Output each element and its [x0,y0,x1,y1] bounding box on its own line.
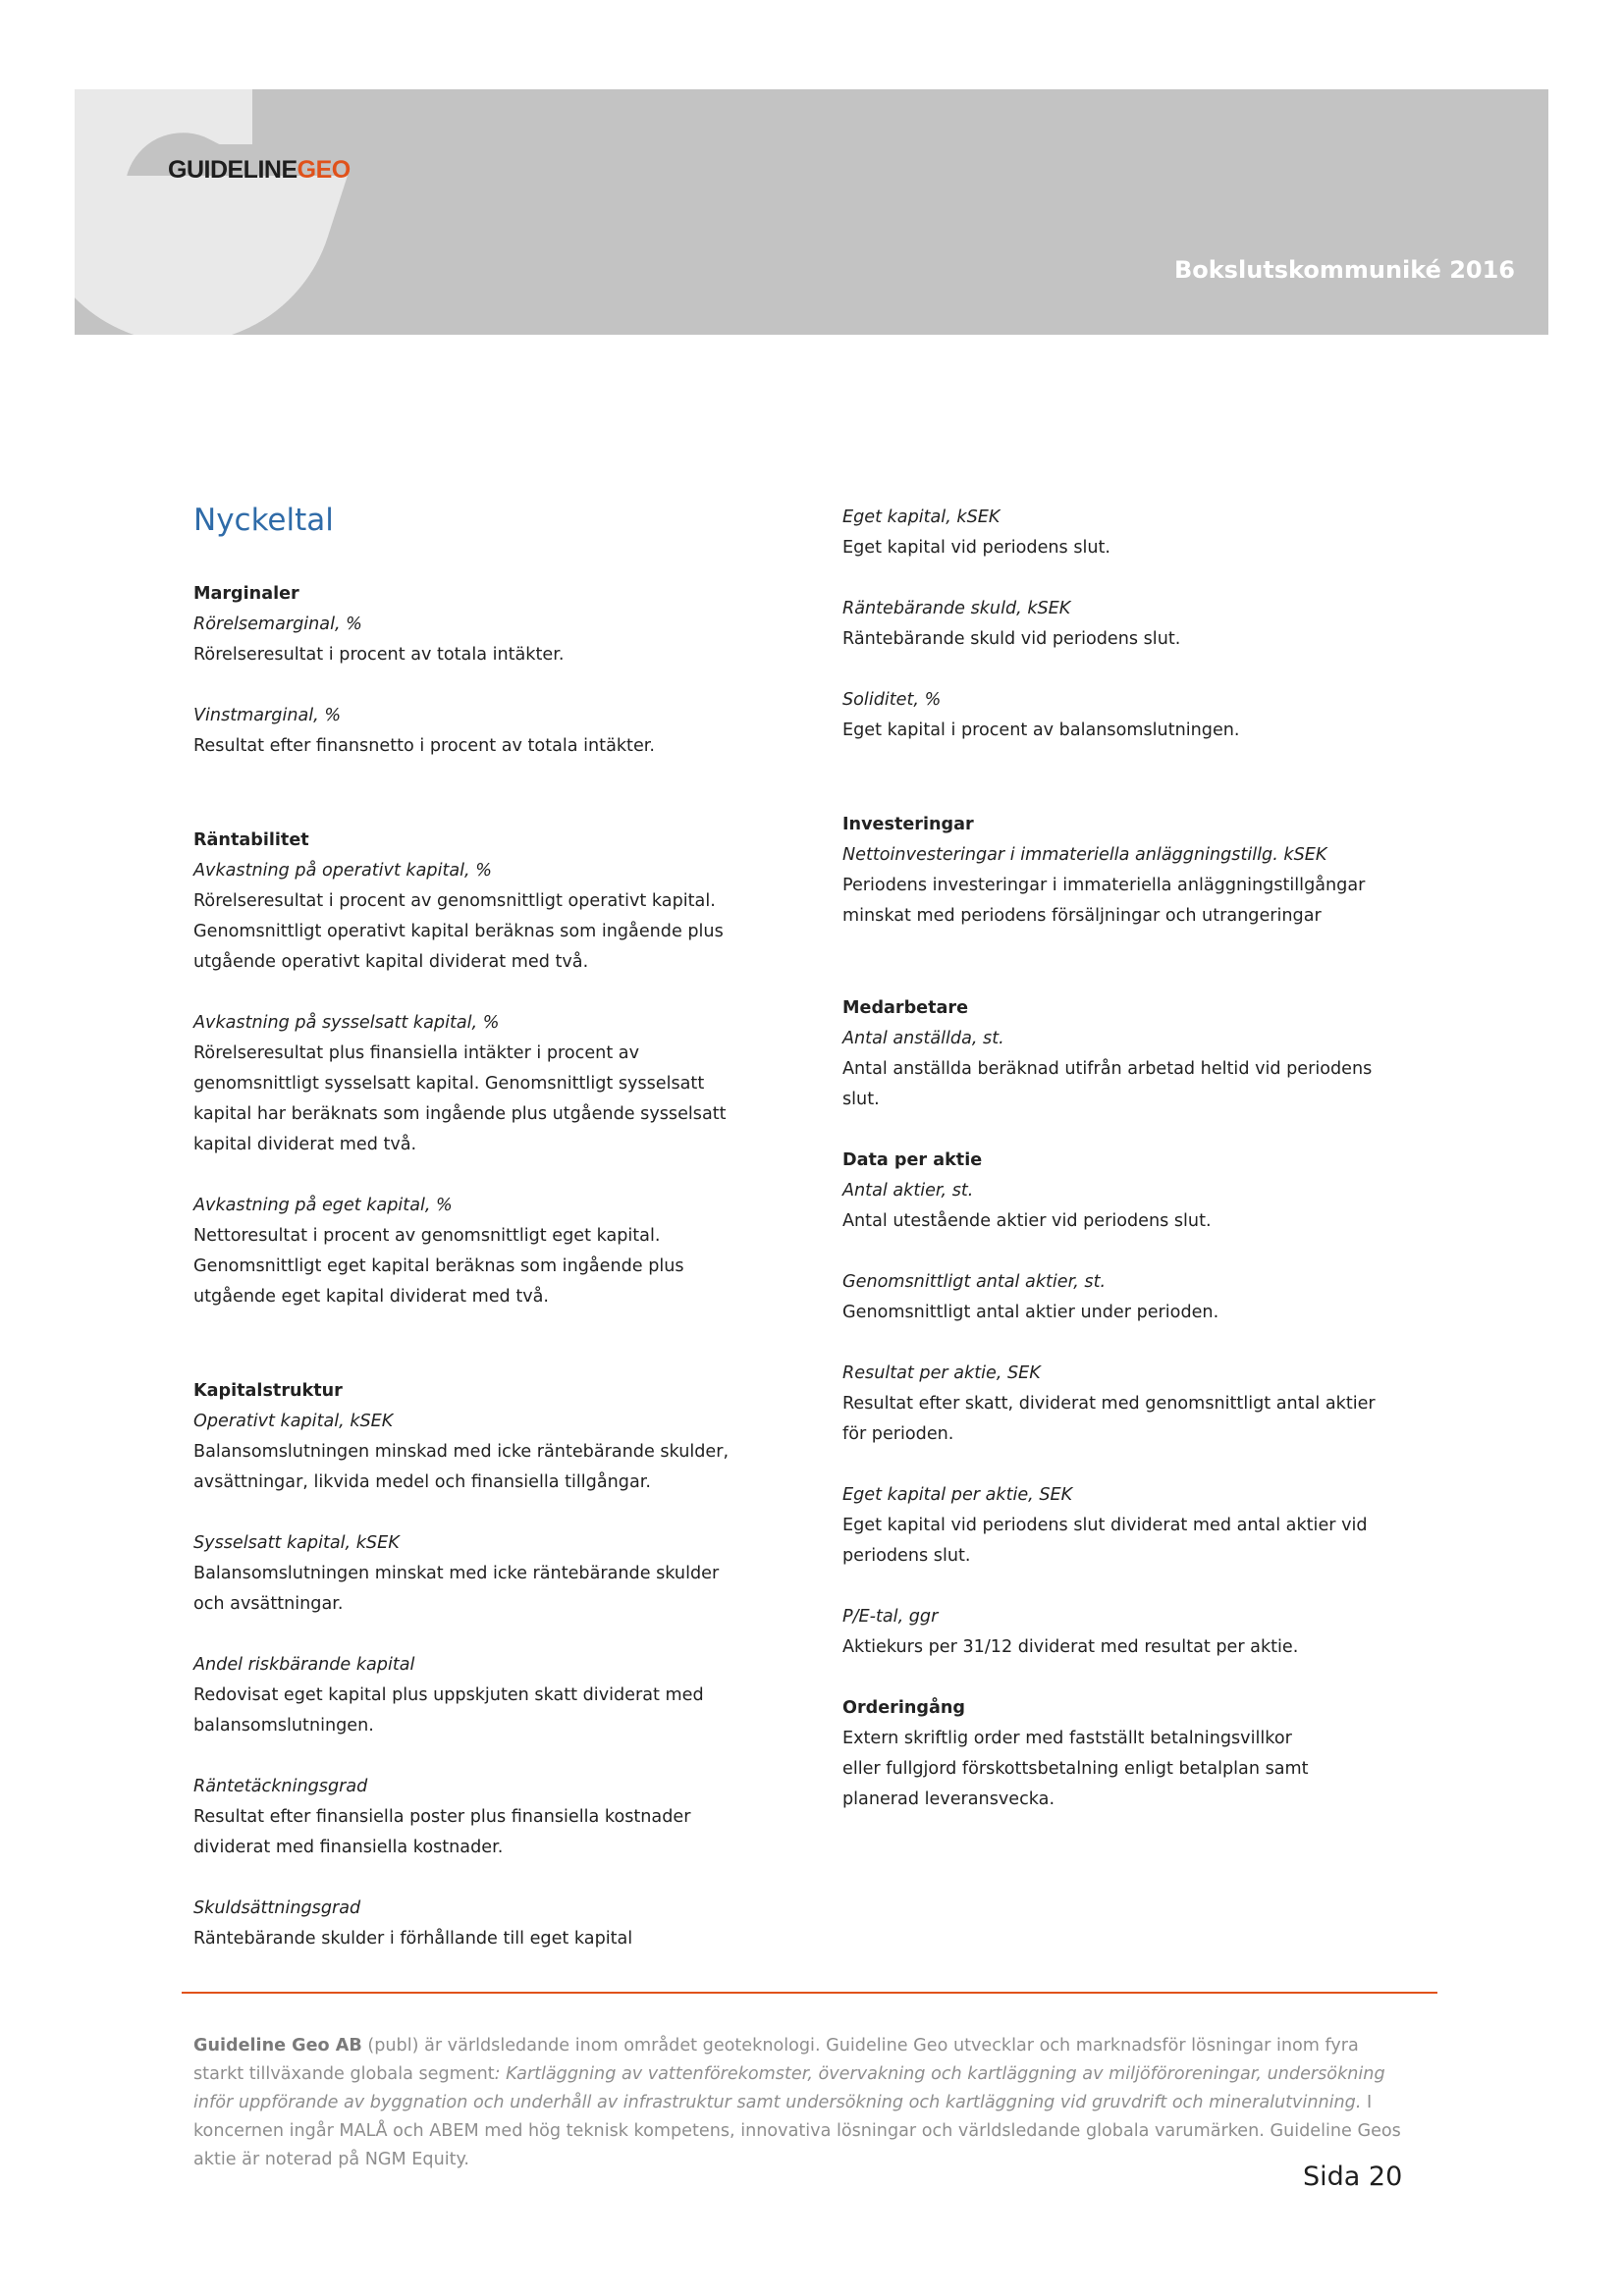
right-term: Eget kapital per aktie, SEK [842,1485,1073,1505]
left-definition-line: Rörelseresultat i procent av genomsnittligt operativt kapital. [193,891,716,911]
right-definition-line: Resultat efter skatt, dividerat med genomsnittligt antal aktier [842,1394,1376,1414]
right-term: Antal anställda, st. [842,1029,1004,1048]
left-definition-line: kapital har beräknats som ingående plus utgående sysselsatt [193,1104,727,1124]
right-term: Räntebärande skuld, kSEK [842,599,1071,618]
right-definition-line: Periodens investeringar i immateriella anläggningstillgångar [842,876,1366,895]
logo-accent-text: GEO [297,156,351,184]
right-definition-line: Eget kapital i procent av balansomslutningen. [842,721,1240,740]
right-definition-line: Extern skriftlig order med fastställt betalningsvillkor [842,1729,1292,1748]
left-definition-line: Genomsnittligt operativt kapital beräknas som ingående plus [193,922,724,941]
left-definition-line: Rörelseresultat plus finansiella intäkter i procent av [193,1043,640,1063]
footer-outro: I koncernen ingår MALÅ och ABEM med hög teknisk kompetens, innovativa lösningar och världsledande globala varumärken. Guideline Geos aktie är noterad på NGM Equity. [193,2093,1401,2169]
right-definition-line: Antal anställda beräknad utifrån arbetad heltid vid periodens [842,1059,1373,1079]
right-definition-line: slut. [842,1090,880,1109]
right-definition-line: Räntebärande skuld vid periodens slut. [842,629,1181,649]
left-definition-line: genomsnittligt sysselsatt kapital. Genomsnittligt sysselsatt [193,1074,705,1094]
left-definition-line: Genomsnittligt eget kapital beräknas som ingående plus [193,1256,684,1276]
left-definition-line: utgående operativt kapital dividerat med två. [193,952,589,972]
right-definition-line: Eget kapital vid periodens slut dividerat med antal aktier vid [842,1516,1368,1535]
right-term: P/E-tal, ggr [842,1607,939,1627]
left-term: Operativt kapital, kSEK [193,1412,394,1431]
guideline-g-watermark-icon [75,89,369,335]
left-definition-line: dividerat med finansiella kostnader. [193,1838,504,1857]
left-section-heading: Räntabilitet [193,830,309,850]
footer-company-name: Guideline Geo AB [193,2036,362,2056]
left-term: Sysselsatt kapital, kSEK [193,1533,400,1553]
left-definition-line: Balansomslutningen minskat med icke räntebärande skulder [193,1564,720,1583]
left-definition-line: och avsättningar. [193,1594,344,1614]
right-definition-line: Aktiekurs per 31/12 dividerat med resultat per aktie. [842,1637,1299,1657]
right-term: Nettoinvesteringar i immateriella anläggningstillg. kSEK [842,845,1327,865]
left-definition-line: Räntebärande skulder i förhållande till eget kapital [193,1929,633,1949]
left-definition-line: Resultat efter finansiella poster plus finansiella kostnader [193,1807,691,1827]
page-number: Sida 20 [1303,2162,1403,2192]
left-definition-line: balansomslutningen. [193,1716,374,1735]
right-definition-line: Eget kapital vid periodens slut. [842,538,1111,558]
left-definition-line: Resultat efter finansnetto i procent av totala intäkter. [193,736,655,756]
right-term: Antal aktier, st. [842,1181,974,1201]
right-definition-line: minskat med periodens försäljningar och utrangeringar [842,906,1322,926]
right-definition-line: planerad leveransvecka. [842,1789,1055,1809]
left-term: Rörelsemarginal, % [193,614,362,634]
right-definition-line: periodens slut. [842,1546,971,1566]
left-definition-line: kapital dividerat med två. [193,1135,417,1154]
page-header-banner [75,89,1548,335]
left-definition-line: Rörelseresultat i procent av totala intäkter. [193,645,565,665]
left-term: Avkastning på operativt kapital, % [193,861,492,881]
footer-divider [182,1992,1437,1994]
left-term: Andel riskbärande kapital [193,1655,415,1675]
left-definition-line: Redovisat eget kapital plus uppskjuten skatt dividerat med [193,1685,704,1705]
right-term: Genomsnittligt antal aktier, st. [842,1272,1107,1292]
left-definition-line: Nettoresultat i procent av genomsnittligt eget kapital. [193,1226,661,1246]
right-section-heading: Data per aktie [842,1150,983,1170]
footer-segments: : Kartläggning av vattenförekomster, övervakning och kartläggning av miljöföroreningar, undersökning inför uppförande av byggnation och underhåll av infrastruktur samt undersökning och kartläggning vid gruvdrift och mineralutvinning. [193,2064,1385,2112]
right-definition-line: för perioden. [842,1424,954,1444]
left-definition-line: Balansomslutningen minskad med icke räntebärande skulder, [193,1442,730,1462]
footer-company-description [193,2032,1411,2174]
guideline-geo-logo [168,156,351,185]
left-term: Skuldsättningsgrad [193,1898,361,1918]
report-title: Bokslutskommuniké 2016 [1173,256,1515,284]
left-term: Vinstmarginal, % [193,706,342,725]
left-section-heading: Marginaler [193,584,299,604]
page-heading: Nyckeltal [193,503,334,538]
left-term: Räntetäckningsgrad [193,1777,368,1796]
logo-primary-text: GUIDELINE [168,156,298,184]
right-definition-line: Antal utestående aktier vid periodens slut. [842,1211,1212,1231]
right-term: Soliditet, % [842,690,942,710]
right-section-heading: Orderingång [842,1698,965,1718]
right-definition-line: eller fullgjord förskottsbetalning enligt betalplan samt [842,1759,1309,1779]
left-definition-line: avsättningar, likvida medel och finansiella tillgångar. [193,1472,651,1492]
right-definition-line: Genomsnittligt antal aktier under perioden. [842,1303,1219,1322]
left-term: Avkastning på eget kapital, % [193,1196,453,1215]
left-term: Avkastning på sysselsatt kapital, % [193,1013,500,1033]
footer-intro: (publ) är världsledande inom området geoteknologi. Guideline Geo utvecklar och marknadsför lösningar inom fyra starkt tillväxande globala segment [193,2036,1359,2084]
right-section-heading: Medarbetare [842,998,969,1018]
right-term: Eget kapital, kSEK [842,507,1001,527]
right-term: Resultat per aktie, SEK [842,1363,1041,1383]
left-section-heading: Kapitalstruktur [193,1381,343,1401]
right-section-heading: Investeringar [842,815,974,834]
left-definition-line: utgående eget kapital dividerat med två. [193,1287,550,1307]
